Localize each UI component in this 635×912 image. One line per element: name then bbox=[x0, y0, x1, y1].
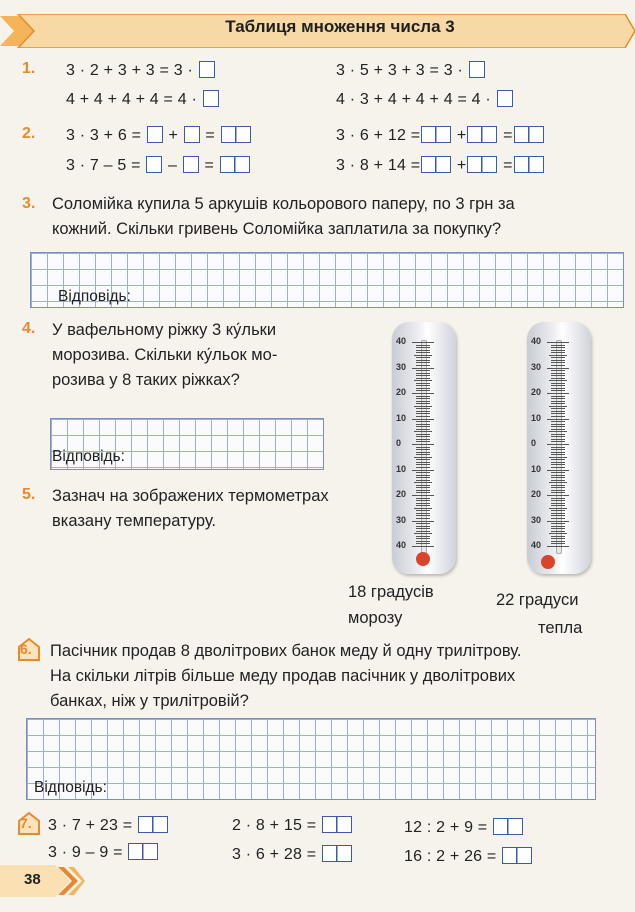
task4-number: 4. bbox=[22, 320, 36, 337]
thermometer-2-tick bbox=[549, 380, 567, 381]
thermometer-1-scale-label: 0 bbox=[396, 438, 402, 448]
thermometer-1-tick bbox=[416, 411, 430, 412]
thermometer-2-scale-label: 0 bbox=[531, 438, 537, 448]
answer-box[interactable] bbox=[203, 90, 219, 107]
thermometer-1-tick bbox=[416, 347, 430, 348]
task5-number: 5. bbox=[22, 486, 36, 503]
thermometer-1-tick bbox=[414, 431, 432, 432]
thermometer-1-scale-label: 10 bbox=[396, 412, 407, 423]
thermometer-2-tick bbox=[551, 459, 565, 460]
thermometer-1-tick bbox=[416, 513, 430, 514]
thermometer-1-tick bbox=[416, 447, 430, 448]
thermometer-1-tick bbox=[412, 470, 434, 471]
thermometer-2-tick bbox=[551, 536, 565, 537]
thermometer-2-tick bbox=[551, 396, 565, 397]
answer-box[interactable] bbox=[183, 156, 199, 173]
answer-box[interactable] bbox=[469, 61, 485, 78]
thermometer-1-tick bbox=[412, 495, 434, 496]
thermometer-1-tick bbox=[416, 541, 430, 542]
thermometer-2-tick bbox=[551, 370, 565, 371]
thermometer-1-tick bbox=[414, 355, 432, 356]
thermometer-2-tick bbox=[551, 475, 565, 476]
answer-box-double[interactable] bbox=[514, 156, 544, 173]
task7-eq-1: 3 · 7 + 23 = bbox=[48, 816, 169, 835]
thermometer-1-tick bbox=[416, 543, 430, 544]
thermometer-1-tick bbox=[416, 523, 430, 524]
thermometer-2-tick bbox=[551, 398, 565, 399]
task5-text: Зазнач на зображених термометрах вказану температуру. bbox=[52, 487, 329, 530]
thermometer-1-scale bbox=[396, 336, 444, 548]
answer-box-double[interactable] bbox=[322, 845, 352, 862]
thermometer-2-tick bbox=[551, 480, 565, 481]
thermometer-2-tick bbox=[551, 352, 565, 353]
thermometer-2-scale-label: 30 bbox=[531, 361, 542, 372]
thermometer-1-tick bbox=[416, 350, 430, 351]
thermometer-1-tick bbox=[416, 352, 430, 353]
thermometer-1-tick bbox=[416, 426, 430, 427]
thermometer-1-tick bbox=[416, 531, 430, 532]
task4-text: У вафельному ріжку 3 ку́льки морозива. Скільки ку́льок мо- розива у 8 таких ріжках? bbox=[52, 321, 278, 389]
thermometer-2-tick bbox=[551, 378, 565, 379]
thermometer-2-tick bbox=[551, 388, 565, 389]
thermometer-1-tick bbox=[416, 390, 430, 391]
thermometer-2-tick bbox=[551, 390, 565, 391]
task2-eq-1: 3 · 3 + 6 = + = bbox=[66, 126, 252, 145]
answer-box[interactable] bbox=[146, 156, 162, 173]
thermometer-2-tick bbox=[551, 403, 565, 404]
thermometer-2-tick bbox=[551, 416, 565, 417]
task1-eq-4: 4 · 3 + 4 + 4 + 4 = 4 · bbox=[336, 90, 514, 109]
thermometer-1-tick bbox=[412, 444, 434, 445]
thermometer-1-tick bbox=[416, 487, 430, 488]
thermometer-1-tick bbox=[416, 362, 430, 363]
thermometer-2-tick bbox=[551, 421, 565, 422]
thermometer-1-tick bbox=[416, 498, 430, 499]
thermometer-1-tick bbox=[416, 459, 430, 460]
thermometer-1-scale-label: 30 bbox=[396, 514, 407, 525]
thermometer-2-tick bbox=[547, 546, 569, 547]
thermometer-2-tick bbox=[547, 470, 569, 471]
thermometer-2-tick bbox=[549, 533, 567, 534]
thermometer-2-tick bbox=[551, 492, 565, 493]
task7-eq-4: 3 · 9 – 9 = bbox=[48, 843, 159, 862]
thermometer-2-scale bbox=[531, 336, 579, 548]
thermometer-1-tick bbox=[416, 467, 430, 468]
thermometer-2-tick bbox=[547, 521, 569, 522]
thermometer-1-tick bbox=[416, 378, 430, 379]
thermometer-2-tick bbox=[551, 531, 565, 532]
task7-eq-3: 12 : 2 + 9 = bbox=[404, 818, 524, 837]
answer-box-double[interactable] bbox=[322, 816, 352, 833]
thermometer-1-scale-label: 40 bbox=[396, 540, 407, 550]
thermometer-1-tick bbox=[412, 342, 434, 343]
thermometer-2-tick bbox=[551, 365, 565, 366]
thermometer-1-tick bbox=[416, 452, 430, 453]
thermometer-1-caption-1: 18 градусів bbox=[348, 583, 434, 601]
thermometer-1-tick bbox=[412, 546, 434, 547]
thermometer-2-tick bbox=[551, 505, 565, 506]
thermometer-1-tick bbox=[416, 396, 430, 397]
thermometer-1-tick bbox=[414, 457, 432, 458]
thermometer-2-tick bbox=[551, 503, 565, 504]
task1-number: 1. bbox=[22, 60, 36, 77]
thermometer-1-tick bbox=[416, 475, 430, 476]
thermometer-1-tick bbox=[416, 490, 430, 491]
thermometer-1-tick bbox=[416, 462, 430, 463]
answer-box-double[interactable] bbox=[128, 843, 158, 860]
thermometer-2-tick bbox=[551, 434, 565, 435]
thermometer-2-scale-label: 20 bbox=[531, 387, 542, 397]
thermometer-2-caption-1: 22 градуси bbox=[496, 591, 579, 609]
thermometer-1-tick bbox=[416, 403, 430, 404]
thermometer-1-tick bbox=[416, 375, 430, 376]
task2-eq-3: 3 · 7 – 5 = – = bbox=[66, 156, 251, 175]
thermometer-2-tick bbox=[551, 485, 565, 486]
thermometer-1-tick bbox=[416, 503, 430, 504]
task3-text: Соломійка купила 5 аркушів кольорового паперу, по 3 грн за кожний. Скільки гривень Соломійка заплатила за покупку? bbox=[52, 195, 515, 238]
thermometer-1-tick bbox=[414, 508, 432, 509]
page-number-band bbox=[0, 865, 85, 897]
thermometer-1-tick bbox=[414, 533, 432, 534]
thermometer-2-tick bbox=[551, 441, 565, 442]
thermometer-1-tick bbox=[416, 429, 430, 430]
thermometer-2-tick bbox=[551, 350, 565, 351]
answer-box[interactable] bbox=[147, 126, 163, 143]
thermometer-2-tick bbox=[551, 467, 565, 468]
thermometer-2-tick bbox=[551, 424, 565, 425]
thermometer-2-tick bbox=[551, 436, 565, 437]
thermometer-1-tick bbox=[416, 472, 430, 473]
thermometer-2-tick bbox=[547, 368, 569, 369]
thermometer-2-scale-label: 20 bbox=[531, 489, 542, 499]
answer-box[interactable] bbox=[184, 126, 200, 143]
page-title: Таблиця множення числа 3 bbox=[225, 17, 455, 36]
thermometer-1-tick bbox=[416, 538, 430, 539]
task3-answer-label: Відповідь: bbox=[58, 288, 131, 305]
answer-box-double[interactable] bbox=[138, 816, 168, 833]
thermometer-2-tick bbox=[551, 490, 565, 491]
thermometer-2-tick bbox=[551, 528, 565, 529]
thermometer-2-tick bbox=[549, 508, 567, 509]
thermometer-2-tick bbox=[551, 408, 565, 409]
thermometer-2-tick bbox=[551, 523, 565, 524]
answer-box-double[interactable] bbox=[221, 126, 251, 143]
thermometer-1-tick bbox=[416, 528, 430, 529]
thermometer-1-tick bbox=[412, 521, 434, 522]
thermometer-1-tick bbox=[416, 401, 430, 402]
task7-eq-2: 2 · 8 + 15 = bbox=[232, 816, 353, 835]
thermometer-2-tick bbox=[551, 526, 565, 527]
thermometer-1-tick bbox=[414, 406, 432, 407]
thermometer-2-scale-label: 10 bbox=[531, 412, 542, 423]
thermometer-1-tick bbox=[412, 393, 434, 394]
thermometer-2-tick bbox=[551, 383, 565, 384]
thermometer-2-tick bbox=[551, 439, 565, 440]
thermometer-2-tick bbox=[551, 345, 565, 346]
thermometer-1-tick bbox=[416, 518, 430, 519]
thermometer-1-tick bbox=[416, 413, 430, 414]
thermometer-1-tick bbox=[416, 439, 430, 440]
task6-answer-grid[interactable] bbox=[26, 718, 596, 800]
thermometer-2-tick bbox=[551, 510, 565, 511]
thermometer-1-tick bbox=[416, 385, 430, 386]
thermometer-2-tick bbox=[551, 487, 565, 488]
thermometer-1-tick bbox=[416, 434, 430, 435]
thermometer-1-tick bbox=[416, 416, 430, 417]
thermometer-2-tick bbox=[551, 518, 565, 519]
thermometer-2-tick bbox=[549, 457, 567, 458]
thermometer-2-tick bbox=[551, 375, 565, 376]
answer-box-double[interactable] bbox=[421, 156, 451, 173]
answer-box-double[interactable] bbox=[502, 847, 532, 864]
page-number: 38 bbox=[24, 871, 41, 888]
thermometer-2-scale-label: 30 bbox=[531, 514, 542, 525]
thermometer-1-scale-label: 10 bbox=[396, 463, 407, 474]
task6-text: Пасічник продав 8 дволітрових банок меду й одну трилітрову. На скільки літрів більше меду продав пасічник у дволітрових банках, ніж у трилітровій? bbox=[50, 642, 522, 710]
task2-eq-4: 3 · 8 + 14 = + = bbox=[336, 156, 545, 175]
thermometer-1-tick bbox=[416, 373, 430, 374]
thermometer-2-tick bbox=[551, 413, 565, 414]
thermometer-2-tick bbox=[551, 449, 565, 450]
task1-eq-2: 3 · 5 + 3 + 3 = 3 · bbox=[336, 61, 486, 80]
thermometer-1-tick bbox=[416, 360, 430, 361]
thermometer-2-tick bbox=[551, 401, 565, 402]
thermometer-2-tick bbox=[551, 454, 565, 455]
thermometer-1-tick bbox=[416, 515, 430, 516]
answer-box[interactable] bbox=[199, 61, 215, 78]
task4-answer-label: Відповідь: bbox=[52, 448, 125, 465]
thermometer-2-tick bbox=[549, 406, 567, 407]
thermometer-2-scale-label: 40 bbox=[531, 540, 542, 550]
thermometer-1-tick bbox=[416, 398, 430, 399]
thermometer-2-tick bbox=[551, 357, 565, 358]
thermometer-1-tick bbox=[416, 454, 430, 455]
thermometer-2-tick bbox=[549, 431, 567, 432]
answer-box-double[interactable] bbox=[467, 156, 497, 173]
answer-box-double[interactable] bbox=[514, 126, 544, 143]
thermometer-2-tick bbox=[551, 426, 565, 427]
thermometer-1-tick bbox=[416, 424, 430, 425]
thermometer-1-tick bbox=[416, 370, 430, 371]
thermometer-2-scale-label: 40 bbox=[531, 336, 542, 346]
thermometer-2-tick bbox=[551, 513, 565, 514]
thermometer-2-tick bbox=[547, 342, 569, 343]
thermometer-1-tick bbox=[416, 383, 430, 384]
thermometer-1-caption-2: морозу bbox=[348, 609, 403, 627]
thermometer-1-tick bbox=[416, 536, 430, 537]
thermometer-1-tick bbox=[412, 419, 434, 420]
thermometer-2-tick bbox=[551, 411, 565, 412]
task7-eq-5: 3 · 6 + 28 = bbox=[232, 845, 353, 864]
thermometer-1-tick bbox=[416, 526, 430, 527]
thermometer-1-scale-label: 30 bbox=[396, 361, 407, 372]
thermometer-2-tick bbox=[549, 355, 567, 356]
thermometer-1-tick bbox=[416, 436, 430, 437]
thermometer-2-tick bbox=[551, 362, 565, 363]
task1-eq-1: 3 · 2 + 3 + 3 = 3 · bbox=[66, 61, 216, 80]
thermometer-1-tick bbox=[416, 449, 430, 450]
thermometer-2-tick bbox=[551, 452, 565, 453]
task2-eq-2: 3 · 6 + 12 = + = bbox=[336, 126, 545, 145]
answer-box-double[interactable] bbox=[220, 156, 250, 173]
thermometer-1-tick bbox=[416, 485, 430, 486]
thermometer-1-tick bbox=[416, 388, 430, 389]
thermometer-1-tick bbox=[416, 345, 430, 346]
thermometer-2-caption-2: тепла bbox=[538, 619, 583, 637]
thermometer-1-tick bbox=[414, 482, 432, 483]
thermometer-2-tick bbox=[551, 538, 565, 539]
task7-eq-6: 16 : 2 + 26 = bbox=[404, 847, 533, 866]
thermometer-1-tick bbox=[416, 464, 430, 465]
thermometer-2-tick bbox=[551, 385, 565, 386]
task6-number: 6. bbox=[20, 641, 32, 657]
thermometer-1-scale-label: 20 bbox=[396, 489, 407, 499]
thermometer-2-bulb bbox=[541, 555, 555, 569]
thermometer-1-scale-label: 20 bbox=[396, 387, 407, 397]
thermometer-2-tick bbox=[547, 495, 569, 496]
thermometer-1-tick bbox=[416, 500, 430, 501]
thermometer-2-tick bbox=[551, 543, 565, 544]
task6-answer-label: Відповідь: bbox=[34, 779, 107, 796]
thermometer-2-tick bbox=[547, 444, 569, 445]
thermometer-1-tick bbox=[416, 510, 430, 511]
thermometer-2-tick bbox=[551, 429, 565, 430]
thermometer-1-tick bbox=[416, 441, 430, 442]
thermometer-2-scale-label: 10 bbox=[531, 463, 542, 474]
thermometer-2-tick bbox=[547, 419, 569, 420]
task3-number: 3. bbox=[22, 195, 36, 212]
thermometer-1-tick bbox=[416, 492, 430, 493]
thermometer-2-tick bbox=[551, 515, 565, 516]
thermometer-2-tick bbox=[551, 447, 565, 448]
answer-box-double[interactable] bbox=[493, 818, 523, 835]
thermometer-2-tick bbox=[547, 393, 569, 394]
thermometer-2-tick bbox=[551, 472, 565, 473]
thermometer-1-tick bbox=[416, 505, 430, 506]
thermometer-1-tick bbox=[414, 380, 432, 381]
task1-eq-3: 4 + 4 + 4 + 4 = 4 · bbox=[66, 90, 220, 109]
thermometer-1-tick bbox=[416, 421, 430, 422]
thermometer-2-tick bbox=[551, 464, 565, 465]
thermometer-1-scale-label: 40 bbox=[396, 336, 407, 346]
answer-box-double[interactable] bbox=[421, 126, 451, 143]
answer-box[interactable] bbox=[497, 90, 513, 107]
thermometer-2-tick bbox=[551, 500, 565, 501]
thermometer-1-tick bbox=[416, 480, 430, 481]
thermometer-1-tick bbox=[416, 477, 430, 478]
thermometer-2-tick bbox=[551, 347, 565, 348]
task7-number: 7. bbox=[20, 815, 32, 831]
thermometer-1-tick bbox=[416, 365, 430, 366]
thermometer-1-tick bbox=[416, 357, 430, 358]
thermometer-2-tick bbox=[551, 360, 565, 361]
thermometer-2-tick bbox=[551, 462, 565, 463]
thermometer-2-tick bbox=[551, 541, 565, 542]
thermometer-2-tick bbox=[551, 498, 565, 499]
thermometer-1-bulb bbox=[416, 552, 430, 566]
thermometer-2-tick bbox=[551, 373, 565, 374]
thermometer-2-tick bbox=[549, 482, 567, 483]
task2-number: 2. bbox=[22, 125, 36, 142]
thermometer-2-tick bbox=[551, 477, 565, 478]
answer-box-double[interactable] bbox=[467, 126, 497, 143]
thermometer-1-tick bbox=[412, 368, 434, 369]
thermometer-1-tick bbox=[416, 408, 430, 409]
